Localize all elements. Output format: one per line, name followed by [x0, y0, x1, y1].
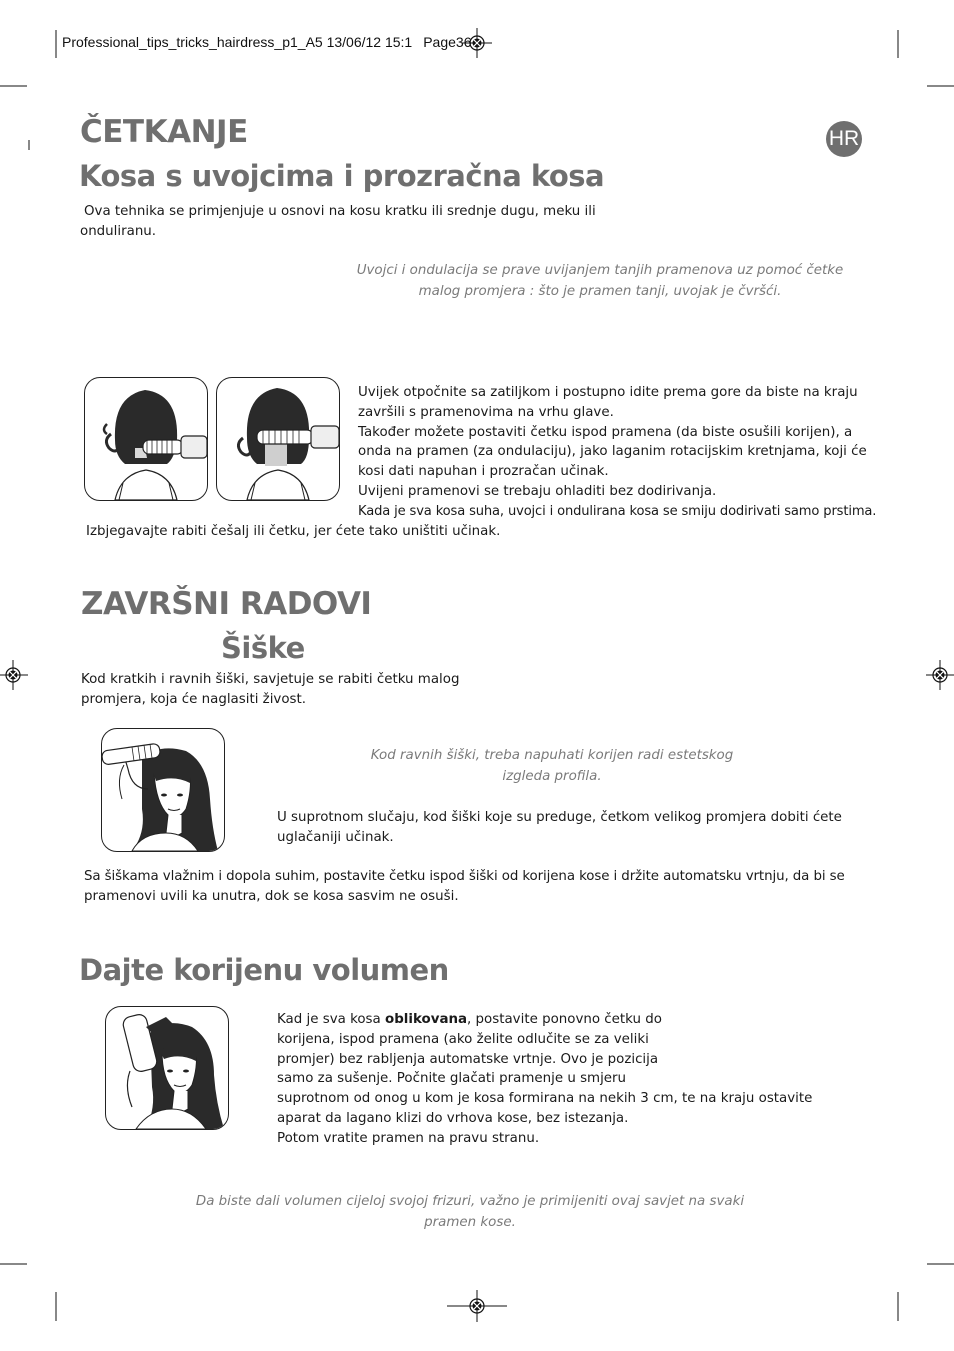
text-line: Kada je sva kosa suha, uvojci i ondulirana kosa se smiju dodirivati samo prstima.	[358, 503, 877, 519]
hair-back-illustration-2	[216, 377, 340, 501]
slug-page: Page36	[423, 34, 472, 50]
text-line: uglačaniji učinak.	[277, 829, 394, 845]
text-segment: Kad je sva kosa	[277, 1012, 385, 1027]
volume-illustration	[105, 1006, 229, 1130]
text-line: Sa šiškama vlažnim i dopola suhim, postavite četku ispod šiški od korijena kose i držite automatsku vrtnju, da bi se	[84, 869, 845, 884]
text-segment: , postavite ponovno četku do	[467, 1012, 662, 1027]
section1-tip	[330, 261, 870, 302]
text-line: Ova tehnika se primjenjuje u osnovi na kosu kratku ili srednje dugu, meku ili	[84, 204, 596, 219]
registration-mark-icon	[462, 28, 492, 58]
volume-drawing	[106, 1007, 228, 1129]
hair-back-drawing	[85, 378, 207, 500]
text-emphasis: oblikovana	[385, 1012, 468, 1027]
section-title-cetkanje: ČETKANJE	[80, 114, 248, 150]
slug-text: Professional_tips_tricks_hairdress_p1_A5 13/06/12 15:1	[62, 34, 413, 50]
section1-warning: Izbjegavajte rabiti češalj ili četku, jer ćete tako uništiti učinak.	[86, 524, 501, 539]
text-line: kosi dati napuhan i prozračan učinak.	[358, 464, 609, 480]
text-line: Također možete postaviti četku ispod pramena (da biste osušili korijen), a	[358, 424, 853, 440]
section2-tip	[322, 746, 782, 787]
hair-back-drawing	[217, 378, 339, 500]
section3-tip	[170, 1192, 770, 1233]
section-title-zavrsni-radovi: ZAVRŠNI RADOVI	[81, 586, 372, 622]
registration-mark-icon	[926, 660, 954, 690]
text-line: onduliranu.	[80, 223, 157, 239]
section3-steps	[277, 1010, 837, 1149]
tip-line: Kod ravnih šiški, treba napuhati korijen radi estetskog	[370, 748, 734, 763]
bangs-illustration	[101, 728, 225, 852]
tip-line: Da biste dali volumen cijeloj svojoj frizuri, važno je primijeniti ovaj savjet na svaki	[195, 1194, 745, 1209]
registration-mark-icon	[447, 1290, 507, 1322]
text-line: Potom vratite pramen na pravu stranu.	[277, 1130, 540, 1146]
section-subtitle-curls: Kosa s uvojcima i prozračna kosa	[79, 159, 605, 193]
bangs-drawing	[102, 729, 224, 851]
tip-line: malog promjera : što je pramen tanji, uvojak je čvršći.	[418, 283, 782, 299]
tip-line: izgleda profila.	[502, 768, 602, 784]
text-line: pramenovi uvili ka unutra, dok se kosa sasvim ne osuši.	[84, 888, 459, 904]
print-slug	[62, 34, 472, 50]
section2-intro	[81, 670, 501, 710]
text-line: U suprotnom slučaju, kod šiški koje su preduge, četkom velikog promjera dobiti ćete	[277, 810, 842, 825]
tip-line: Uvojci i ondulacija se prave uvijanjem tanjih pramenova uz pomoć četke	[356, 263, 844, 278]
text-line: aparat da lagano klizi do vrhova kose, bez istezanja.	[277, 1110, 629, 1126]
text-line: promjera, koja će naglasiti živost.	[81, 691, 307, 707]
section1-intro	[80, 202, 620, 242]
text-line: Kod kratkih i ravnih šiški, savjetuje se rabiti četku malog	[81, 672, 460, 687]
hair-back-illustration	[84, 377, 208, 501]
section1-steps	[358, 383, 898, 522]
section2-wet	[84, 867, 884, 907]
section-subtitle-siske: Šiške	[221, 631, 305, 665]
text-line: Uvijeni pramenovi se trebaju ohladiti bez dodirivanja.	[358, 483, 717, 499]
text-line: završili s pramenovima na vrhu glave.	[358, 404, 614, 420]
tip-line: pramen kose.	[424, 1214, 516, 1230]
text-line: suprotnom od onog u kom je kosa formirana na nekih 3 cm, te na kraju ostavite	[277, 1091, 813, 1107]
language-badge: HR	[826, 121, 862, 157]
registration-mark-icon	[0, 660, 28, 690]
text-line: korijena, ispod pramena (ako želite odlučite se za veliki	[277, 1031, 649, 1047]
text-line	[277, 1010, 837, 1030]
text-line: promjer) bez rabljenja automatske vrtnje. Ovo je pozicija	[277, 1051, 659, 1067]
text-line: onda na pramen (za ondulaciju), jako laganim rotacijskim kretnjama, koji će	[358, 444, 867, 460]
section-title-volume: Dajte korijenu volumen	[79, 953, 449, 987]
text-line: Uvijek otpočnite sa zatiljkom i postupno idite prema gore da biste na kraju	[358, 385, 858, 400]
text-line: samo za sušenje. Počnite glačati pramenje u smjeru	[277, 1071, 627, 1087]
section2-alt	[277, 808, 847, 848]
